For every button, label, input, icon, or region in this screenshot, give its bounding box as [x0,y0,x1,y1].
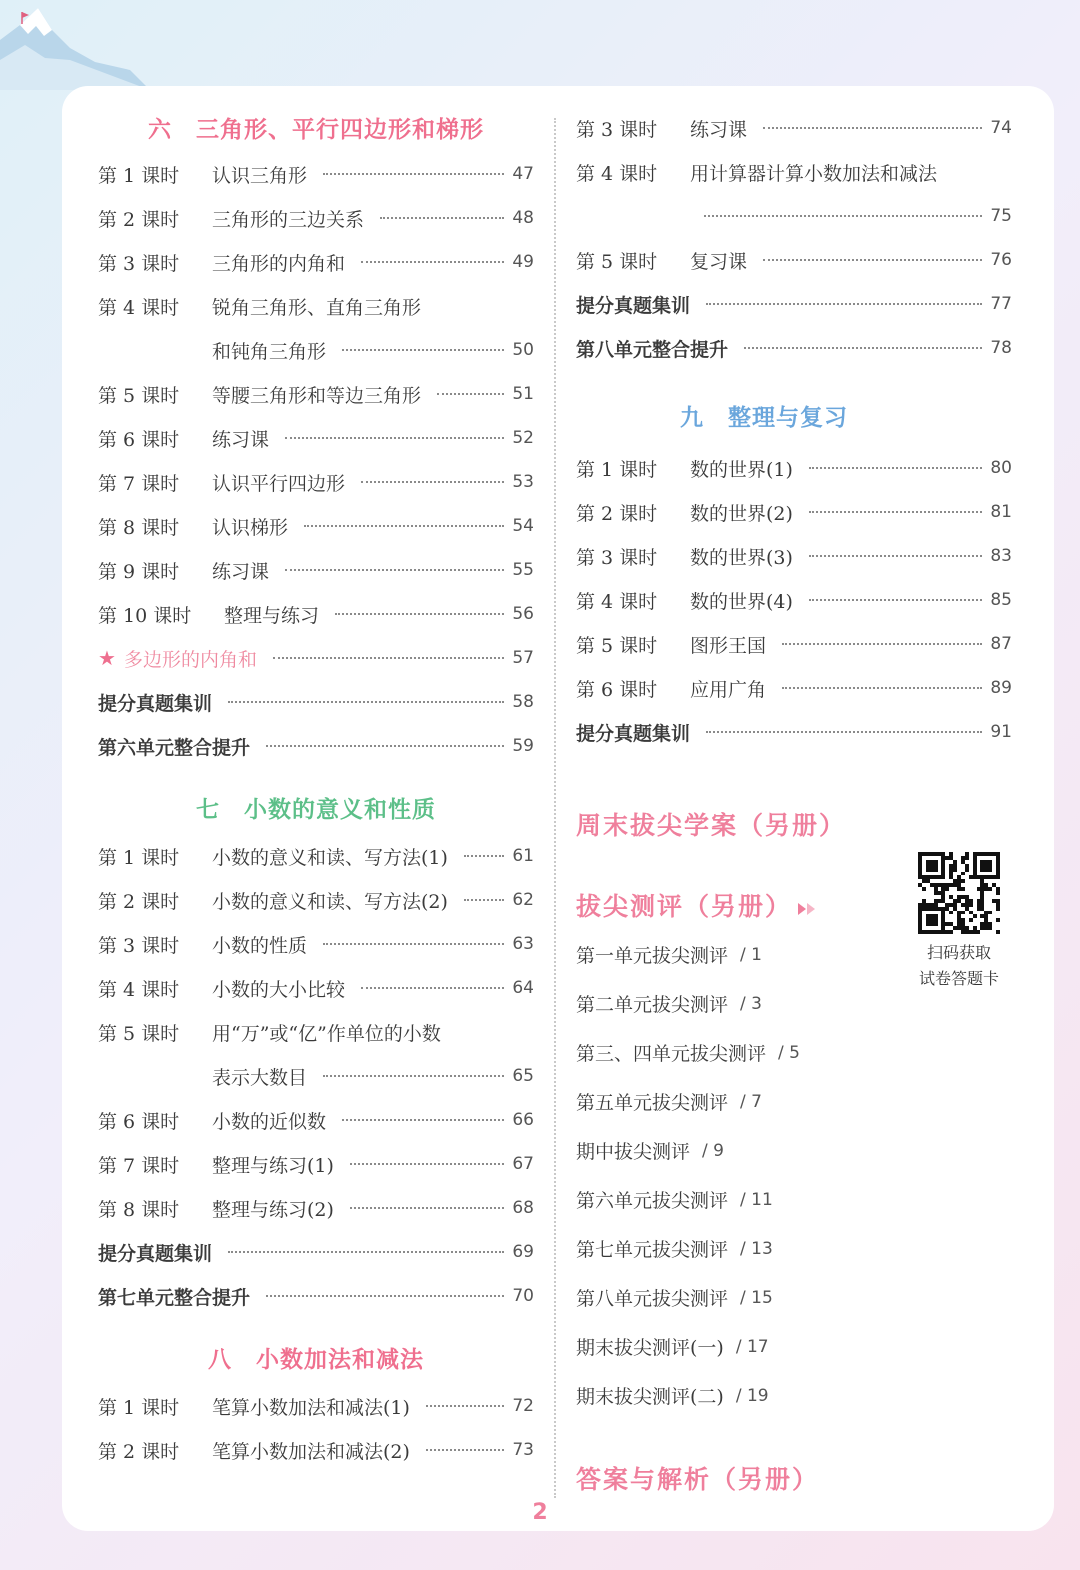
test-item[interactable] [576,1224,1012,1273]
lesson-topic: 数的世界(3) [690,546,793,569]
test-page: / 7 [740,1091,762,1112]
lesson-number: 第 6 课时 [576,678,658,701]
leader-dots [464,899,504,901]
page-number: 55 [512,560,534,580]
lesson-topic: 复习课 [690,250,748,273]
test-item[interactable] [576,1371,1012,1420]
page-number: 81 [990,502,1012,522]
test-page: / 3 [740,993,762,1014]
toc-row-continued[interactable] [576,194,1012,238]
toc-row[interactable] [576,238,1012,282]
leader-dots [380,217,504,219]
leader-dots [437,393,504,395]
test-page: / 15 [740,1287,773,1308]
leader-dots [323,1075,504,1077]
lesson-topic: 小数的意义和读、写方法(2) [212,890,448,913]
page-number: 75 [990,206,1012,226]
page-number: 63 [512,934,534,954]
extra-topic: 第八单元整合提升 [576,338,729,361]
extra-topic: 提分真题集训 [576,294,691,317]
test-page: / 9 [702,1140,724,1161]
lesson-number: 第 8 课时 [98,516,180,539]
page-number: 70 [512,1286,534,1306]
page-number: 72 [512,1396,534,1416]
lesson-topic: 练习课 [212,428,270,451]
lesson-topic: 小数的大小比较 [212,978,346,1001]
unit9-number: 九 [680,405,704,431]
unit8-heading [98,1336,534,1384]
page-number: 73 [512,1440,534,1460]
toc-row-extra[interactable] [98,1274,534,1318]
leader-dots [809,599,982,601]
lesson-number: 第 5 课时 [576,250,658,273]
test-name: 期末拔尖测评(一) [576,1337,724,1359]
answers-heading[interactable]: 答案与解析（另册） [576,1465,820,1494]
leader-dots [273,657,504,659]
unit7-heading [98,786,534,834]
test-name: 第三、四单元拔尖测评 [576,1043,767,1065]
toc-row[interactable] [576,490,1012,534]
page-number: 65 [512,1066,534,1086]
lesson-number: 第 2 课时 [98,1440,180,1463]
test-name: 第五单元拔尖测评 [576,1092,729,1114]
lesson-topic: 数的世界(2) [690,502,793,525]
lesson-number: 第 3 课时 [98,252,180,275]
lesson-topic: 小数的意义和读、写方法(1) [212,846,448,869]
toc-row[interactable] [98,1428,534,1472]
qr-caption [900,940,1018,992]
leader-dots [361,987,504,989]
toc-row-extra[interactable] [98,724,534,768]
lesson-number: 第 4 课时 [98,296,180,319]
lesson-topic: 数的世界(1) [690,458,793,481]
page-number: 67 [512,1154,534,1174]
unit7-title: 小数的意义和性质 [244,797,436,823]
lesson-topic: 笔算小数加法和减法(1) [212,1396,410,1419]
lesson-number: 第 6 课时 [98,1110,180,1133]
leader-dots [706,303,982,305]
toc-row[interactable] [98,878,534,922]
test-name: 第六单元拔尖测评 [576,1190,729,1212]
lesson-number: 第 1 课时 [98,164,180,187]
page-number: 76 [990,250,1012,270]
lesson-number: 第 3 课时 [98,934,180,957]
toc-row[interactable] [98,196,534,240]
toc-row-continued[interactable] [98,1054,534,1098]
extra-topic: 提分真题集训 [98,692,213,715]
test-page: / 19 [735,1385,769,1406]
lesson-topic: 认识三角形 [212,164,308,187]
leader-dots [782,687,982,689]
extra-topic: 第六单元整合提升 [98,736,251,759]
weekend-heading[interactable]: 周末拔尖学案（另册） [576,811,847,840]
page-number: 78 [990,338,1012,358]
leader-dots [266,745,504,747]
toc-row[interactable] [98,922,534,966]
unit6-number: 六 [148,117,172,143]
lesson-topic-continued: 表示大数目 [212,1066,308,1089]
leader-dots [342,349,504,351]
leader-dots [350,1207,504,1209]
page-number: 64 [512,978,534,998]
leader-dots [704,215,982,217]
toc-row[interactable] [576,534,1012,578]
toc-row[interactable] [98,1186,534,1230]
test-page: / 5 [778,1042,800,1063]
right-column [576,106,1012,1500]
leader-dots [809,555,982,557]
toc-row[interactable] [98,504,534,548]
lesson-topic: 整理与练习 [224,604,320,627]
test-page: / 11 [740,1189,773,1210]
unit6-title: 三角形、平行四边形和梯形 [196,117,484,143]
lesson-number: 第 1 课时 [98,846,180,869]
lesson-number: 第 4 课时 [98,978,180,1001]
toc-row[interactable] [576,578,1012,622]
lesson-number: 第 10 课时 [98,604,192,627]
leader-dots [228,1251,504,1253]
unit9-title: 整理与复习 [728,405,848,431]
page-number: 91 [990,722,1012,742]
leader-dots [744,347,982,349]
unit8-number: 八 [208,1347,232,1373]
leader-dots [350,1163,504,1165]
toc-row[interactable] [98,240,534,284]
toc-row-extra[interactable] [576,326,1012,370]
arrow-icon [807,903,815,915]
toc-row[interactable] [98,460,534,504]
page-number: 80 [990,458,1012,478]
extra-topic: 提分真题集训 [98,1242,213,1265]
toc-row-special[interactable] [98,636,534,680]
lesson-topic: 等腰三角形和等边三角形 [212,384,422,407]
unit6-heading [98,112,534,152]
lesson-topic: 用“万”或“亿”作单位的小数 [212,1022,441,1045]
lesson-number: 第 2 课时 [98,890,180,913]
page-number: 62 [512,890,534,910]
test-item[interactable] [576,1273,1012,1322]
page-number: 74 [990,118,1012,138]
toc-row[interactable] [98,1010,534,1054]
lesson-topic: 认识梯形 [212,516,289,539]
leader-dots [809,511,982,513]
leader-dots [323,173,504,175]
toc-row[interactable] [98,152,534,196]
lesson-number: 第 4 课时 [576,590,658,613]
test-name: 第八单元拔尖测评 [576,1288,729,1310]
toc-row[interactable] [98,1098,534,1142]
toc-row-extra[interactable] [98,1230,534,1274]
lesson-number: 第 5 课时 [98,384,180,407]
lesson-topic: 小数的近似数 [212,1110,327,1133]
leader-dots [763,127,982,129]
page-number: 59 [512,736,534,756]
page-number: 83 [990,546,1012,566]
page-number: 66 [512,1110,534,1130]
test-item[interactable] [576,1175,1012,1224]
lesson-topic: 三角形的内角和 [212,252,346,275]
lesson-topic: 认识平行四边形 [212,472,346,495]
leader-dots [809,467,982,469]
toc-row[interactable] [576,106,1012,150]
lesson-number: 第 3 课时 [576,546,658,569]
lesson-number: 第 5 课时 [98,1022,180,1045]
page-number: 61 [512,846,534,866]
lesson-topic: 整理与练习(1) [212,1154,334,1177]
lesson-number: 第 1 课时 [98,1396,180,1419]
leader-dots [304,525,504,527]
lesson-topic-continued: 和钝角三角形 [212,340,327,363]
test-name: 期中拔尖测评 [576,1141,691,1163]
page-number: 49 [512,252,534,272]
leader-dots [285,437,504,439]
qr-module [996,930,1000,934]
toc-row-continued[interactable] [98,328,534,372]
toc-row-extra[interactable] [98,680,534,724]
unit8-title: 小数加法和减法 [256,1347,424,1373]
test-item[interactable] [576,1322,1012,1371]
test-name: 第二单元拔尖测评 [576,994,729,1016]
leader-dots [706,731,982,733]
page-number: 68 [512,1198,534,1218]
page-number: 50 [512,340,534,360]
leader-dots [763,259,982,261]
lesson-topic: 练习课 [212,560,270,583]
qr-code[interactable] [918,852,1000,934]
leader-dots [782,643,982,645]
lesson-number: 第 7 课时 [98,1154,180,1177]
page-number: 89 [990,678,1012,698]
unit9-heading [576,390,1012,446]
page-number: 58 [512,692,534,712]
page-number: 85 [990,590,1012,610]
lesson-number: 第 4 课时 [576,162,658,185]
lesson-number: 第 2 课时 [576,502,658,525]
toc-row-extra[interactable] [576,710,1012,754]
lesson-topic: 整理与练习(2) [212,1198,334,1221]
qr-caption-line1: 扫码获取 [926,943,991,962]
page-number: 51 [512,384,534,404]
extra-topic: 提分真题集训 [576,722,691,745]
page-number: 87 [990,634,1012,654]
page-number-footer: 2 [532,1500,548,1525]
toc-row[interactable] [98,834,534,878]
lesson-number: 第 3 课时 [576,118,658,141]
special-topic: 多边形的内角和 [123,648,257,671]
page-number: 57 [512,648,534,668]
test-item[interactable] [576,1028,1012,1077]
lesson-topic: 小数的性质 [212,934,308,957]
test-name: 期末拔尖测评(二) [576,1386,724,1408]
toc-row[interactable] [98,548,534,592]
test-item[interactable] [576,1126,1012,1175]
lesson-topic: 图形王国 [690,634,767,657]
arrow-icon [798,903,806,915]
leader-dots [228,701,504,703]
page-number: 47 [512,164,534,184]
leader-dots [464,855,504,857]
toc-row[interactable] [98,372,534,416]
lesson-number: 第 6 课时 [98,428,180,451]
toc-row[interactable] [98,284,534,328]
tests-heading: 拔尖测评（另册） [576,892,793,921]
leader-dots [335,613,504,615]
lesson-topic: 数的世界(4) [690,590,793,613]
page-number: 77 [990,294,1012,314]
toc-row[interactable] [98,966,534,1010]
lesson-topic: 锐角三角形、直角三角形 [212,296,422,319]
toc-row[interactable] [98,592,534,636]
lesson-topic: 练习课 [690,118,748,141]
test-page: / 17 [735,1336,769,1357]
page-number: 56 [512,604,534,624]
page-number: 48 [512,208,534,228]
toc-row[interactable] [576,446,1012,490]
page-number: 53 [512,472,534,492]
lesson-number: 第 7 课时 [98,472,180,495]
lesson-number: 第 8 课时 [98,1198,180,1221]
leader-dots [285,569,504,571]
extra-topic: 第七单元整合提升 [98,1286,251,1309]
page-number: 69 [512,1242,534,1262]
lesson-number: 第 9 课时 [98,560,180,583]
lesson-number: 第 2 课时 [98,208,180,231]
test-name: 第一单元拔尖测评 [576,945,729,967]
page-number: 52 [512,428,534,448]
toc-row[interactable] [576,666,1012,710]
lesson-number: 第 5 课时 [576,634,658,657]
left-column [98,112,534,1472]
leader-dots [323,943,504,945]
qr-caption-line2: 试卷答题卡 [918,969,999,988]
toc-row[interactable] [576,150,1012,194]
leader-dots [361,261,504,263]
toc-row[interactable] [98,1384,534,1428]
toc-row-extra[interactable] [576,282,1012,326]
test-item[interactable] [576,1077,1012,1126]
test-page: / 13 [740,1238,773,1259]
unit7-number: 七 [196,797,220,823]
toc-row[interactable] [98,416,534,460]
lesson-number: 第 1 课时 [576,458,658,481]
leader-dots [266,1295,504,1297]
lesson-topic: 用计算器计算小数加法和减法 [690,162,938,185]
column-divider [554,118,556,1498]
star-icon: ★ [98,646,116,670]
toc-row[interactable] [98,1142,534,1186]
lesson-topic: 笔算小数加法和减法(2) [212,1440,410,1463]
page-number: 54 [512,516,534,536]
leader-dots [426,1405,504,1407]
test-page: / 1 [740,944,762,965]
mountain-illustration [0,0,150,90]
leader-dots [361,481,504,483]
leader-dots [426,1449,504,1451]
test-name: 第七单元拔尖测评 [576,1239,729,1261]
leader-dots [342,1119,504,1121]
lesson-topic: 三角形的三边关系 [212,208,365,231]
lesson-topic: 应用广角 [690,678,767,701]
toc-row[interactable] [576,622,1012,666]
